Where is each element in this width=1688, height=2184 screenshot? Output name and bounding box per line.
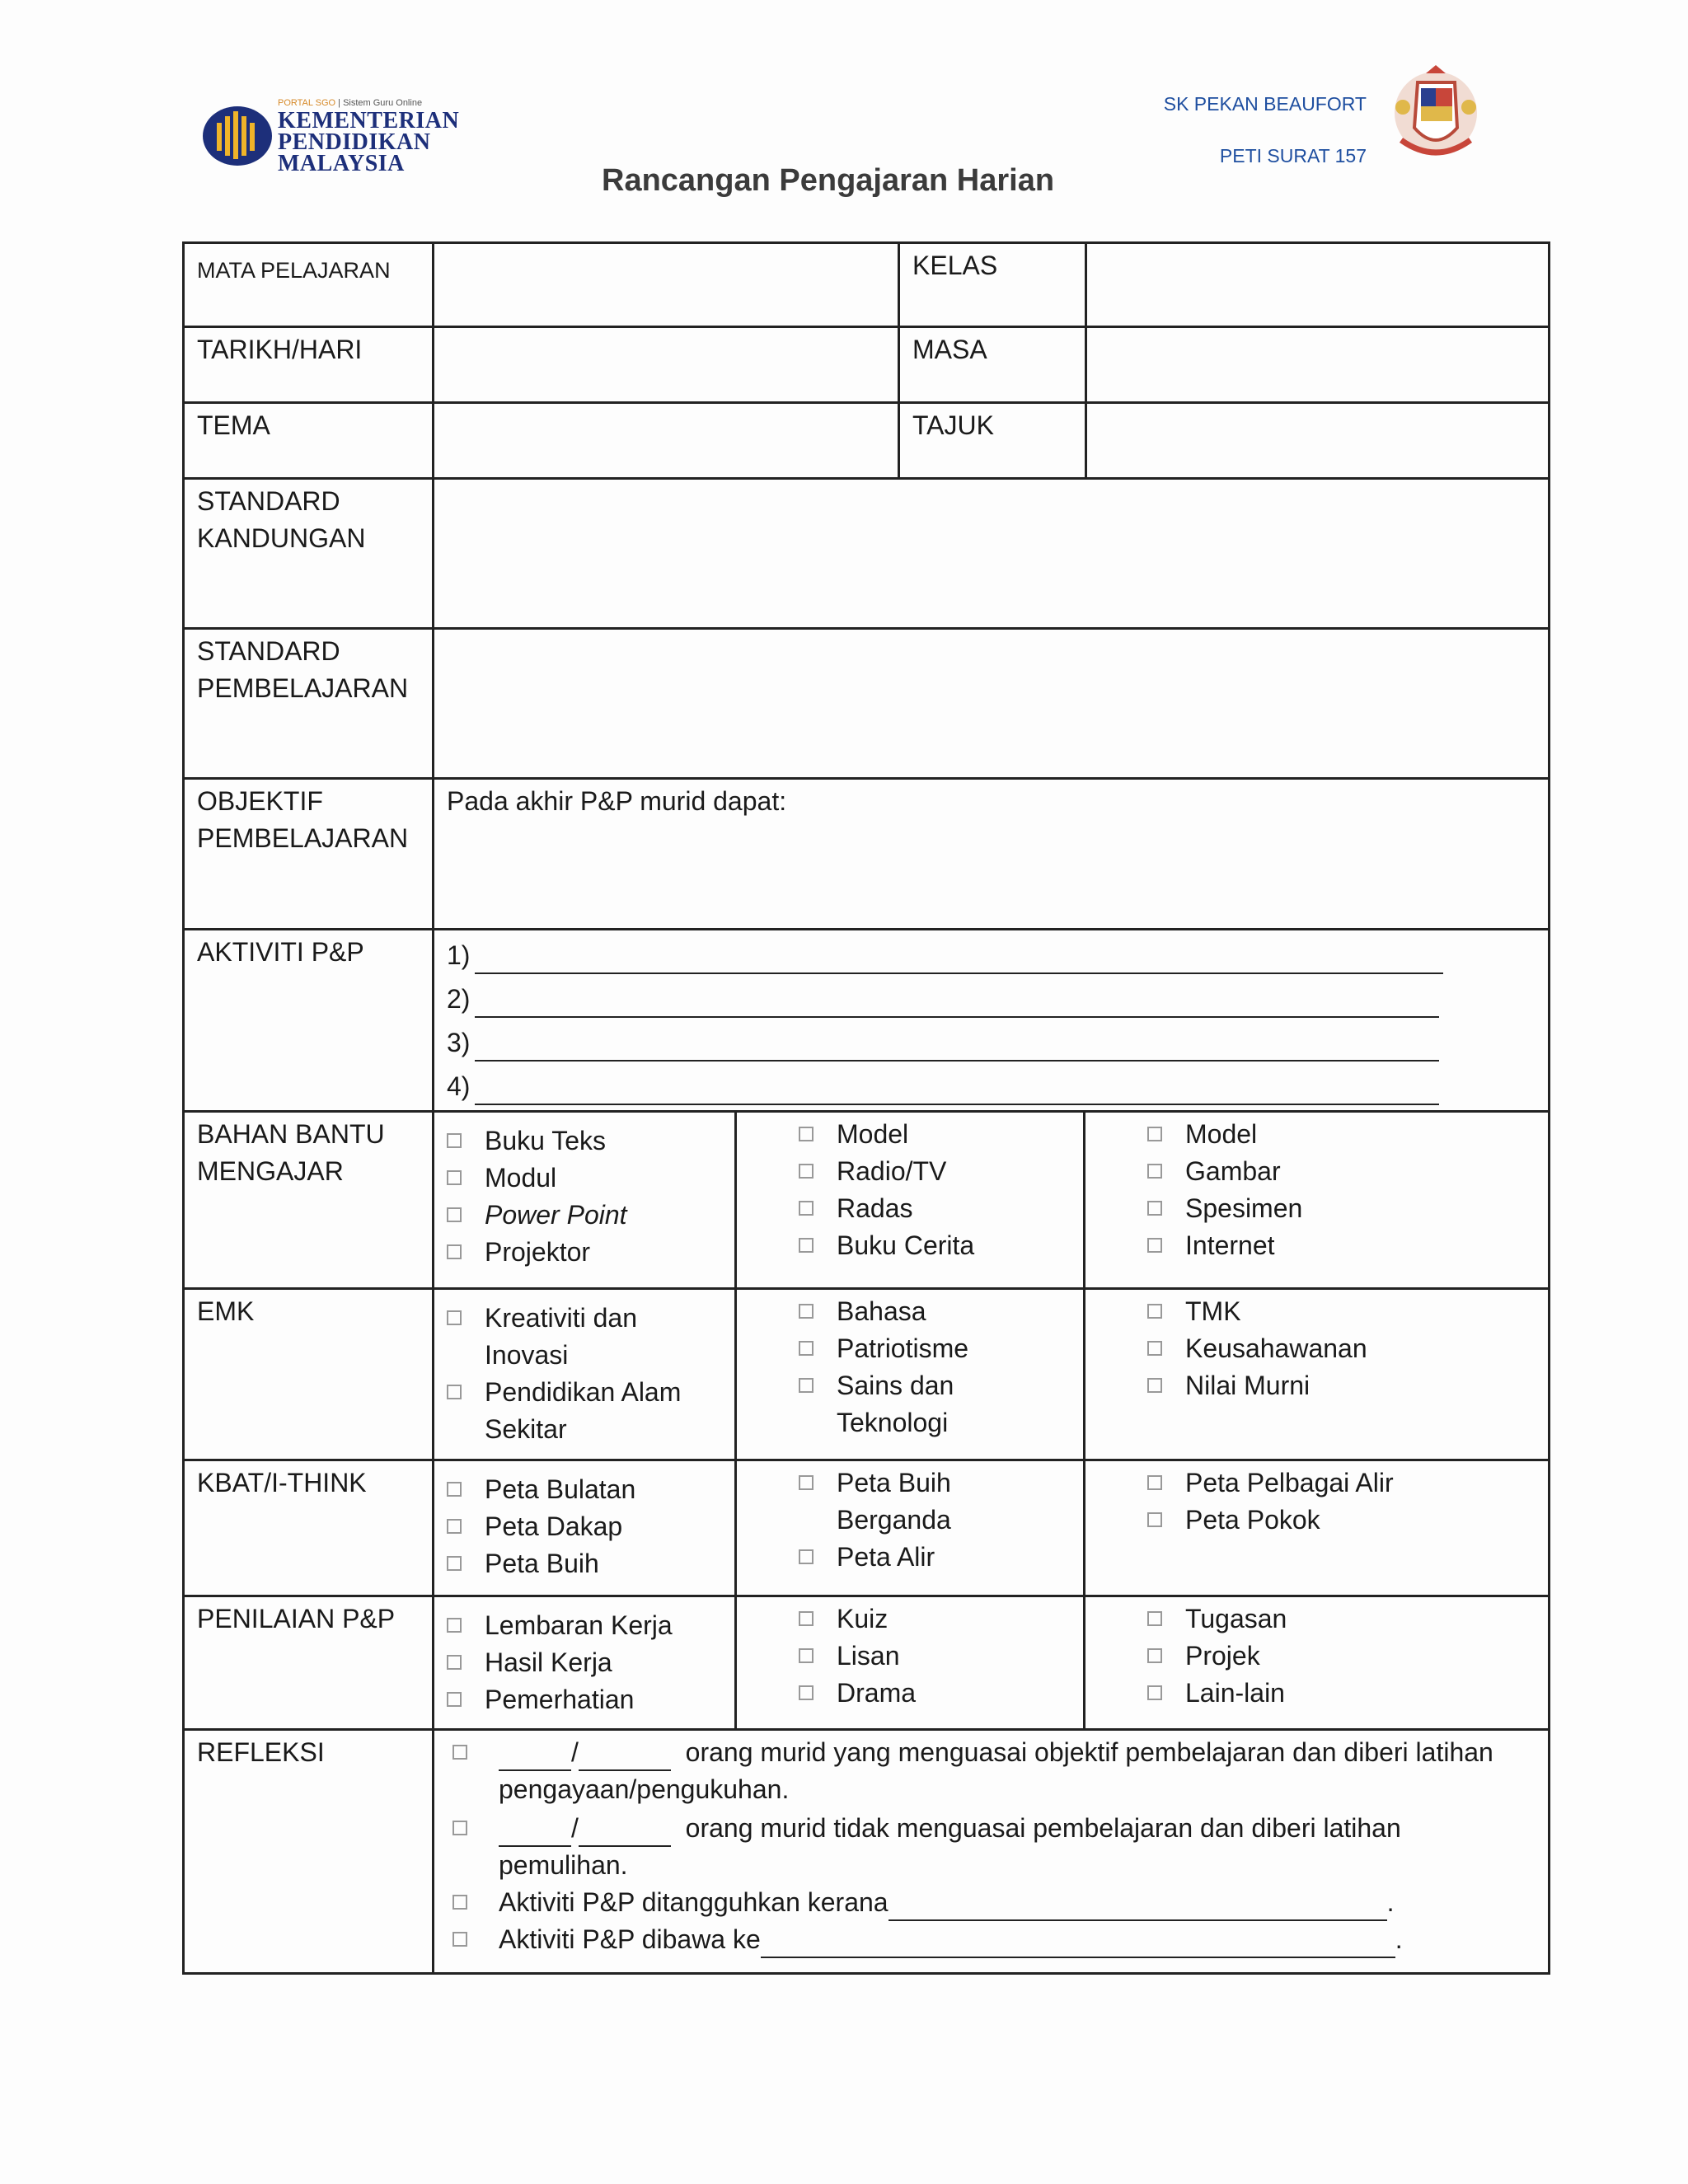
checkbox-icon[interactable] bbox=[447, 1618, 462, 1633]
checkbox-icon[interactable] bbox=[447, 1170, 462, 1185]
penilaian-col-3 bbox=[1083, 1597, 1548, 1728]
emk-col-1 bbox=[432, 1290, 734, 1459]
emk-col-2 bbox=[734, 1290, 1083, 1459]
label-tajuk: TAJUK bbox=[898, 404, 1085, 477]
label-mata-pelajaran: MATA PELAJARAN bbox=[197, 258, 391, 283]
row-tema bbox=[185, 401, 1548, 477]
checkbox-tugasan[interactable]: Tugasan bbox=[1147, 1601, 1536, 1638]
ministry-line3: MALAYSIA bbox=[278, 151, 405, 176]
checkbox-icon[interactable] bbox=[447, 1244, 462, 1259]
checkbox-peta-buih-berganda[interactable]: Peta Buih Berganda bbox=[799, 1465, 1071, 1539]
checkbox-icon[interactable] bbox=[1147, 1512, 1162, 1527]
label-kelas: KELAS bbox=[898, 244, 1085, 326]
checkbox-lisan[interactable]: Lisan bbox=[799, 1638, 1071, 1675]
penilaian-col-1 bbox=[432, 1597, 734, 1728]
aktiviti-line-3[interactable]: 3) bbox=[447, 1018, 1536, 1062]
school-crest-icon bbox=[1385, 62, 1488, 173]
checkbox-icon[interactable] bbox=[799, 1164, 814, 1179]
field-aktiviti bbox=[432, 930, 1548, 1110]
checkbox-lembaran-kerja[interactable]: Lembaran Kerja bbox=[447, 1607, 722, 1644]
field-tajuk[interactable] bbox=[1085, 404, 1548, 477]
row-aktiviti bbox=[185, 928, 1548, 1110]
row-tarikh bbox=[185, 326, 1548, 401]
checkbox-icon[interactable] bbox=[447, 1207, 462, 1222]
checkbox-icon[interactable] bbox=[1147, 1201, 1162, 1216]
ministry-line2: PENDIDIKAN bbox=[278, 129, 431, 155]
ministry-line1: KEMENTERIAN bbox=[278, 108, 460, 134]
checkbox-tmk[interactable]: TMK bbox=[1147, 1293, 1536, 1330]
checkbox-icon[interactable] bbox=[1147, 1475, 1162, 1490]
label-refleksi: REFLEKSI bbox=[197, 1737, 325, 1767]
checkbox-icon[interactable] bbox=[799, 1611, 814, 1626]
field-tarikh-hari[interactable] bbox=[432, 328, 898, 401]
checkbox-sains-teknologi[interactable]: Sains dan Teknologi bbox=[799, 1367, 1071, 1441]
refleksi-item-2[interactable]: / orang murid tidak menguasai pembelajaran dan diberi latihan pemulihan. bbox=[452, 1810, 1536, 1884]
label-standard-kandungan: STANDARD KANDUNGAN bbox=[197, 486, 366, 553]
checkbox-icon[interactable] bbox=[799, 1648, 814, 1663]
refleksi-item-3[interactable]: Aktiviti P&P ditangguhkan kerana . bbox=[452, 1884, 1536, 1921]
label-emk: EMK bbox=[197, 1296, 255, 1326]
checkbox-icon[interactable] bbox=[799, 1549, 814, 1564]
row-emk bbox=[185, 1287, 1548, 1459]
checkbox-icon[interactable] bbox=[1147, 1648, 1162, 1663]
aktiviti-line-4[interactable]: 4) bbox=[447, 1062, 1536, 1105]
kbat-col-3 bbox=[1083, 1461, 1548, 1595]
checkbox-icon[interactable] bbox=[447, 1133, 462, 1148]
field-standard-pembelajaran[interactable] bbox=[432, 630, 1548, 777]
field-tema[interactable] bbox=[432, 404, 898, 477]
checkbox-pendidikan-alam[interactable]: Pendidikan Alam Sekitar bbox=[447, 1374, 722, 1448]
checkbox-internet[interactable]: Internet bbox=[1147, 1227, 1536, 1264]
checkbox-buku-teks[interactable]: Buku Teks bbox=[447, 1122, 722, 1160]
checkbox-icon[interactable] bbox=[447, 1556, 462, 1571]
checkbox-peta-alir[interactable]: Peta Alir bbox=[799, 1539, 1071, 1576]
checkbox-icon[interactable] bbox=[1147, 1378, 1162, 1393]
checkbox-icon[interactable] bbox=[1147, 1127, 1162, 1141]
checkbox-icon[interactable] bbox=[447, 1482, 462, 1497]
checkbox-keusahawanan[interactable]: Keusahawanan bbox=[1147, 1330, 1536, 1367]
field-kelas[interactable] bbox=[1085, 244, 1548, 326]
row-objektif bbox=[185, 777, 1548, 928]
checkbox-icon[interactable] bbox=[799, 1475, 814, 1490]
school-name: SK PEKAN BEAUFORT bbox=[1163, 93, 1367, 115]
label-kbat: KBAT/I-THINK bbox=[197, 1468, 367, 1497]
refleksi-item-4[interactable]: Aktiviti P&P dibawa ke . bbox=[452, 1921, 1536, 1958]
label-masa: MASA bbox=[898, 328, 1085, 401]
label-bbm: BAHAN BANTU MENGAJAR bbox=[197, 1119, 385, 1186]
checkbox-kuiz[interactable]: Kuiz bbox=[799, 1601, 1071, 1638]
penilaian-col-2 bbox=[734, 1597, 1083, 1728]
checkbox-icon[interactable] bbox=[1147, 1164, 1162, 1179]
checkbox-icon[interactable] bbox=[447, 1310, 462, 1325]
aktiviti-line-1[interactable]: 1) bbox=[447, 930, 1536, 974]
checkbox-icon[interactable] bbox=[799, 1378, 814, 1393]
checkbox-icon[interactable] bbox=[799, 1341, 814, 1356]
lesson-plan-form bbox=[182, 241, 1550, 1975]
checkbox-icon[interactable] bbox=[447, 1385, 462, 1399]
checkbox-icon[interactable] bbox=[447, 1519, 462, 1534]
checkbox-nilai-murni[interactable]: Nilai Murni bbox=[1147, 1367, 1536, 1404]
checkbox-icon[interactable] bbox=[452, 1821, 467, 1835]
checkbox-icon[interactable] bbox=[452, 1895, 467, 1910]
checkbox-icon[interactable] bbox=[799, 1127, 814, 1141]
checkbox-projek[interactable]: Projek bbox=[1147, 1638, 1536, 1675]
label-tarikh-hari: TARIKH/HARI bbox=[197, 335, 363, 364]
checkbox-icon[interactable] bbox=[1147, 1304, 1162, 1319]
checkbox-radas[interactable]: Radas bbox=[799, 1190, 1071, 1227]
bbm-col-2 bbox=[734, 1113, 1083, 1287]
checkbox-peta-buih[interactable]: Peta Buih bbox=[447, 1545, 722, 1582]
emk-col-3 bbox=[1083, 1290, 1548, 1459]
checkbox-bahasa[interactable]: Bahasa bbox=[799, 1293, 1071, 1330]
portal-subtitle: Sistem Guru Online bbox=[343, 98, 423, 108]
checkbox-spesimen[interactable]: Spesimen bbox=[1147, 1190, 1536, 1227]
checkbox-pemerhatian[interactable]: Pemerhatian bbox=[447, 1681, 722, 1718]
label-objektif: OBJEKTIF PEMBELAJARAN bbox=[197, 786, 409, 853]
checkbox-modul[interactable]: Modul bbox=[447, 1160, 722, 1197]
portal-label: PORTAL SGO bbox=[278, 98, 336, 108]
field-objektif[interactable] bbox=[432, 780, 1548, 928]
checkbox-icon[interactable] bbox=[447, 1655, 462, 1670]
label-standard-pembelajaran: STANDARD PEMBELAJARAN bbox=[197, 636, 409, 703]
checkbox-icon[interactable] bbox=[1147, 1685, 1162, 1700]
page-title: Rancangan Pengajaran Harian bbox=[602, 163, 1055, 198]
label-aktiviti: AKTIVITI P&P bbox=[197, 937, 364, 967]
checkbox-gambar[interactable]: Gambar bbox=[1147, 1153, 1536, 1190]
row-mata-pelajaran bbox=[185, 244, 1548, 326]
row-standard-kandungan bbox=[185, 477, 1548, 627]
kbat-col-1 bbox=[432, 1461, 734, 1595]
ministry-logo: PORTAL SGO | Sistem Guru Online KEMENTERIAN PENDIDIKAN MALAYSIA bbox=[202, 95, 466, 177]
checkbox-icon[interactable] bbox=[452, 1745, 467, 1760]
row-bbm bbox=[185, 1110, 1548, 1287]
aktiviti-line-2[interactable]: 2) bbox=[447, 974, 1536, 1018]
school-address: PETI SURAT 157 bbox=[1219, 145, 1367, 166]
checkbox-patriotisme[interactable]: Patriotisme bbox=[799, 1330, 1071, 1367]
checkbox-power-point[interactable]: Power Point bbox=[447, 1197, 722, 1234]
checkbox-icon[interactable] bbox=[1147, 1238, 1162, 1253]
checkbox-icon[interactable] bbox=[1147, 1341, 1162, 1356]
checkbox-peta-bulatan[interactable]: Peta Bulatan bbox=[447, 1471, 722, 1508]
row-penilaian bbox=[185, 1595, 1548, 1728]
checkbox-peta-dakap[interactable]: Peta Dakap bbox=[447, 1508, 722, 1545]
refleksi-item-1[interactable]: / orang murid yang menguasai objektif pembelajaran dan diberi latihan pengayaan/pengukuhan. bbox=[452, 1734, 1536, 1808]
ministry-emblem-icon bbox=[202, 105, 273, 167]
bbm-col-1 bbox=[432, 1113, 734, 1287]
field-mata-pelajaran[interactable] bbox=[432, 244, 898, 326]
checkbox-icon[interactable] bbox=[447, 1692, 462, 1707]
objektif-intro: Pada akhir P&P murid dapat: bbox=[447, 786, 787, 816]
checkbox-lain-lain[interactable]: Lain-lain bbox=[1147, 1675, 1536, 1712]
bbm-col-3 bbox=[1083, 1113, 1548, 1287]
row-kbat bbox=[185, 1459, 1548, 1595]
checkbox-kreativiti[interactable]: Kreativiti dan Inovasi bbox=[447, 1300, 722, 1374]
checkbox-model[interactable]: Model bbox=[799, 1116, 1071, 1153]
field-masa[interactable] bbox=[1085, 328, 1548, 401]
field-standard-kandungan[interactable] bbox=[432, 480, 1548, 627]
checkbox-icon[interactable] bbox=[799, 1685, 814, 1700]
checkbox-buku-cerita[interactable]: Buku Cerita bbox=[799, 1227, 1071, 1264]
checkbox-hasil-kerja[interactable]: Hasil Kerja bbox=[447, 1644, 722, 1681]
kbat-col-2 bbox=[734, 1461, 1083, 1595]
checkbox-radio-tv[interactable]: Radio/TV bbox=[799, 1153, 1071, 1190]
checkbox-icon[interactable] bbox=[1147, 1611, 1162, 1626]
field-refleksi bbox=[432, 1731, 1548, 1972]
checkbox-icon[interactable] bbox=[452, 1932, 467, 1947]
row-refleksi bbox=[185, 1728, 1548, 1972]
checkbox-icon[interactable] bbox=[799, 1201, 814, 1216]
checkbox-icon[interactable] bbox=[799, 1238, 814, 1253]
checkbox-peta-pokok[interactable]: Peta Pokok bbox=[1147, 1502, 1536, 1539]
checkbox-icon[interactable] bbox=[799, 1304, 814, 1319]
checkbox-projektor[interactable]: Projektor bbox=[447, 1234, 722, 1271]
checkbox-peta-pelbagai-alir[interactable]: Peta Pelbagai Alir bbox=[1147, 1465, 1536, 1502]
checkbox-model-2[interactable]: Model bbox=[1147, 1116, 1536, 1153]
row-standard-pembelajaran bbox=[185, 627, 1548, 777]
label-penilaian: PENILAIAN P&P bbox=[197, 1604, 396, 1633]
checkbox-drama[interactable]: Drama bbox=[799, 1675, 1071, 1712]
label-tema: TEMA bbox=[197, 410, 270, 440]
